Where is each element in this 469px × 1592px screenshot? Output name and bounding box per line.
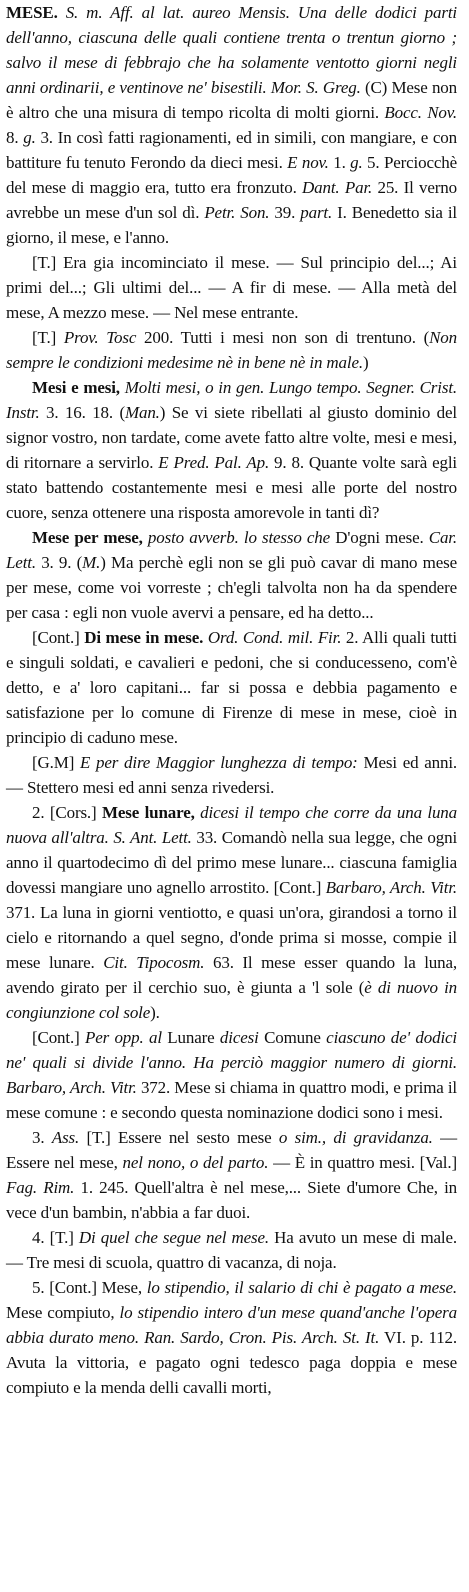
italic-text: nel nono, o del parto. bbox=[122, 1153, 269, 1172]
italic-text: Cit. Tipocosm. bbox=[103, 953, 205, 972]
headword-text: MESE. bbox=[6, 3, 58, 22]
body-text: Lunare bbox=[161, 1028, 220, 1047]
body-text: 39. bbox=[269, 203, 301, 222]
body-text: 2. [Cors.] bbox=[32, 803, 102, 822]
body-text: 3. 16. 18. ( bbox=[39, 403, 125, 422]
entry-paragraph bbox=[6, 1025, 457, 1125]
body-text: ) bbox=[362, 353, 369, 372]
italic-text: Ord. Cond. mil. Fir. bbox=[203, 628, 342, 647]
body-text: 8. bbox=[6, 128, 24, 147]
entry-paragraph bbox=[6, 750, 457, 800]
headword-text: Mese per mese, bbox=[32, 528, 143, 547]
body-text: 9. 8. Quante volte sarà egli stato battendo costantemente mesi e mesi alle porte del nostro cuore, senza ottenere una risposta amorevole in tanti dì? bbox=[6, 453, 457, 522]
body-text: Mesi ed anni. — Stettero mesi ed anni senza rivedersi. bbox=[6, 753, 457, 797]
entry-paragraph bbox=[6, 1125, 457, 1225]
italic-text: E Pred. Pal. Ap. bbox=[158, 453, 270, 472]
italic-text: lo stipendio, il salario di chi è pagato a mese. bbox=[146, 1278, 457, 1297]
body-text: ) Ma perchè egli non se gli può cavar di mano mese per mese, come voi vorreste ; ch'egli talvolta non ha da spendere per casa : egli non vuole avervi a pensare, ed ha detto... bbox=[6, 553, 457, 622]
body-text: [Cont.] bbox=[32, 1028, 85, 1047]
body-text: 371. La luna in giorni ventiotto, e quasi un'ora, girandosi a torno il cielo e ritornando a quel segno, d'onde prima si mosse, compie il mese lunare. bbox=[6, 903, 457, 972]
entry-paragraph bbox=[6, 375, 457, 525]
entry-paragraph bbox=[6, 525, 457, 625]
italic-text: g. bbox=[23, 128, 36, 147]
entry-paragraph bbox=[6, 250, 457, 325]
body-text: 4. [T.] bbox=[32, 1228, 79, 1247]
italic-text: E per dire Maggior lunghezza di tempo: bbox=[80, 753, 358, 772]
italic-text: Molti mesi, o in gen. Lungo tempo. Segner. Crist. Instr. bbox=[6, 378, 457, 422]
italic-text: posto avverb. lo stesso che bbox=[142, 528, 331, 547]
body-text: [G.M] bbox=[32, 753, 81, 772]
italic-text: o sim., di gravidanza. bbox=[271, 1128, 433, 1147]
body-text: (C) Mese non è altro che una misura di tempo ricolta di molti giorni. bbox=[6, 78, 457, 122]
body-text: 3. bbox=[32, 1128, 52, 1147]
body-text: [Cont.] bbox=[32, 628, 85, 647]
body-text: 2. Alli quali tutti e singuli soldati, e cavalieri e pedoni, che si conducesseno, com'è detto, e a' loro capitani... far si possa e debbia pagamento e satisfazione per lo comune di Firenze di mese in mese, cioè in principio di caduno mese. bbox=[6, 628, 457, 747]
italic-text: M. bbox=[82, 553, 101, 572]
italic-text: Fag. Rim. bbox=[6, 1178, 75, 1197]
body-text: D'ogni mese. bbox=[330, 528, 429, 547]
italic-text: Man. bbox=[124, 403, 160, 422]
body-text: 63. Il mese esser quando la luna, avendo girato per il cerchio suo, è giunta a 'l sole ( bbox=[6, 953, 457, 997]
body-text: [T.] bbox=[32, 328, 64, 347]
body-text: [T.] Era gia incominciato il mese. — Sul principio del...; Ai primi del...; Gli ultimi del... — A fir di mese. — Alla metà del mese, A mezzo mese. — Nel mese entrante. bbox=[6, 253, 457, 322]
headword-text: Di mese in mese. bbox=[84, 628, 204, 647]
italic-text: Car. Lett. bbox=[6, 528, 457, 572]
italic-text: ciascuno de' dodici ne' quali si divide l'anno. Ha perciò maggior numero di giorni. Barbaro, Arch. Vitr. bbox=[6, 1028, 457, 1097]
body-text: 3. 9. ( bbox=[35, 553, 83, 572]
body-text: 5. [Cont.] Mese, bbox=[32, 1278, 147, 1297]
italic-text: Barbaro, Arch. Vitr. bbox=[325, 878, 457, 897]
entry-paragraph bbox=[6, 325, 457, 375]
italic-text: Petr. Son. bbox=[204, 203, 270, 222]
italic-text: lo stipendio intero d'un mese quand'anche l'opera abbia durato meno. Ran. Sardo, Cron. Pis. Arch. St. It. bbox=[6, 1303, 457, 1347]
body-text: ) Se vi siete ribellati al giusto dominio del signor vostro, non tardate, come avete fatto altre volte, mesi e mesi, di ritornare a servirlo. bbox=[6, 403, 457, 472]
body-text: Ha avuto un mese di male. — Tre mesi di scuola, quattro di vacanza, di noja. bbox=[6, 1228, 457, 1272]
italic-text: dicesi bbox=[219, 1028, 259, 1047]
entry-paragraph bbox=[6, 800, 457, 1025]
body-text: 3. In così fatti ragionamenti, ed in simili, con mangiare, e con battiture fu tenuto Ferondo da dieci mesi. bbox=[6, 128, 457, 172]
body-text: 25. Il verno avrebbe un mese d'un sol dì. bbox=[6, 178, 457, 222]
italic-text: E nov. bbox=[287, 153, 329, 172]
dictionary-entry-mese bbox=[6, 0, 457, 1400]
italic-text: Bocc. Nov. bbox=[384, 103, 457, 122]
body-text: 1. 245. Quell'altra è nel mese,... Siete d'umore Che, in vece d'un bambin, n'abbia a far duoi. bbox=[6, 1178, 457, 1222]
body-text: I. Benedetto sia il giorno, il mese, e l'anno. bbox=[6, 203, 457, 247]
italic-text: Non sempre le condizioni medesime nè in bene nè in male. bbox=[6, 328, 457, 372]
body-text: 5. Perciocchè del mese di maggio era, tutto era fronzuto. bbox=[6, 153, 458, 197]
body-text: Comune bbox=[258, 1028, 327, 1047]
italic-text: Per opp. al bbox=[84, 1028, 162, 1047]
body-text: VI. p. 112. Avuta la vittoria, e pagato ogni tedesco paga doppia e mese compiuto e la menda delli cavalli morti, bbox=[6, 1328, 458, 1397]
entry-paragraph bbox=[6, 0, 457, 250]
headword-text: Mese lunare, bbox=[102, 803, 195, 822]
body-text: 33. Comandò nella sua legge, che ogni anno il quartodecimo dì del primo mese lunare... ciascuna famiglia dovessi mangiare uno agnello arrostito. [Cont.] bbox=[6, 828, 458, 897]
body-text: — Essere nel mese, bbox=[6, 1128, 457, 1172]
body-text: ). bbox=[150, 1003, 160, 1022]
italic-text: g. bbox=[350, 153, 363, 172]
headword-text: Mesi e mesi, bbox=[32, 378, 120, 397]
body-text: Essere nel sesto mese bbox=[117, 1128, 272, 1147]
body-text: Mese compiuto, bbox=[6, 1303, 120, 1322]
italic-text: è di nuovo in congiunzione col sole bbox=[6, 978, 457, 1022]
body-text: 372. Mese si chiama in quattro modi, e prima il mese comune : e secondo questa nominazione dodici sono i mesi. bbox=[6, 1078, 457, 1122]
body-text: — È in quattro mesi. [Val.] bbox=[268, 1153, 457, 1172]
body-text: 200. Tutti i mesi non son di trentuno. ( bbox=[136, 328, 430, 347]
italic-text: Ass. bbox=[51, 1128, 80, 1147]
body-text: 1. bbox=[328, 153, 351, 172]
body-text: [T.] bbox=[79, 1128, 118, 1147]
italic-text: Di quel che segue nel mese. bbox=[78, 1228, 269, 1247]
italic-text: Prov. Tosc bbox=[63, 328, 137, 347]
italic-text: S. m. Aff. al lat. aureo Mensis. Una delle dodici parti dell'anno, ciascuna delle quali contiene trenta o trentun giorno ; salvo il mese di febbrajo che ha solamente ventotto giorni negli anni ordinarii, e ventinove ne' bisestili. Mor. S. Greg. bbox=[6, 3, 457, 97]
entry-paragraph bbox=[6, 625, 457, 750]
italic-text: part. bbox=[300, 203, 333, 222]
italic-text: Dant. Par. bbox=[302, 178, 373, 197]
italic-text: dicesi il tempo che corre da una luna nuova all'altra. S. Ant. Lett. bbox=[6, 803, 458, 847]
entry-paragraph bbox=[6, 1225, 457, 1275]
entry-paragraph bbox=[6, 1275, 457, 1400]
